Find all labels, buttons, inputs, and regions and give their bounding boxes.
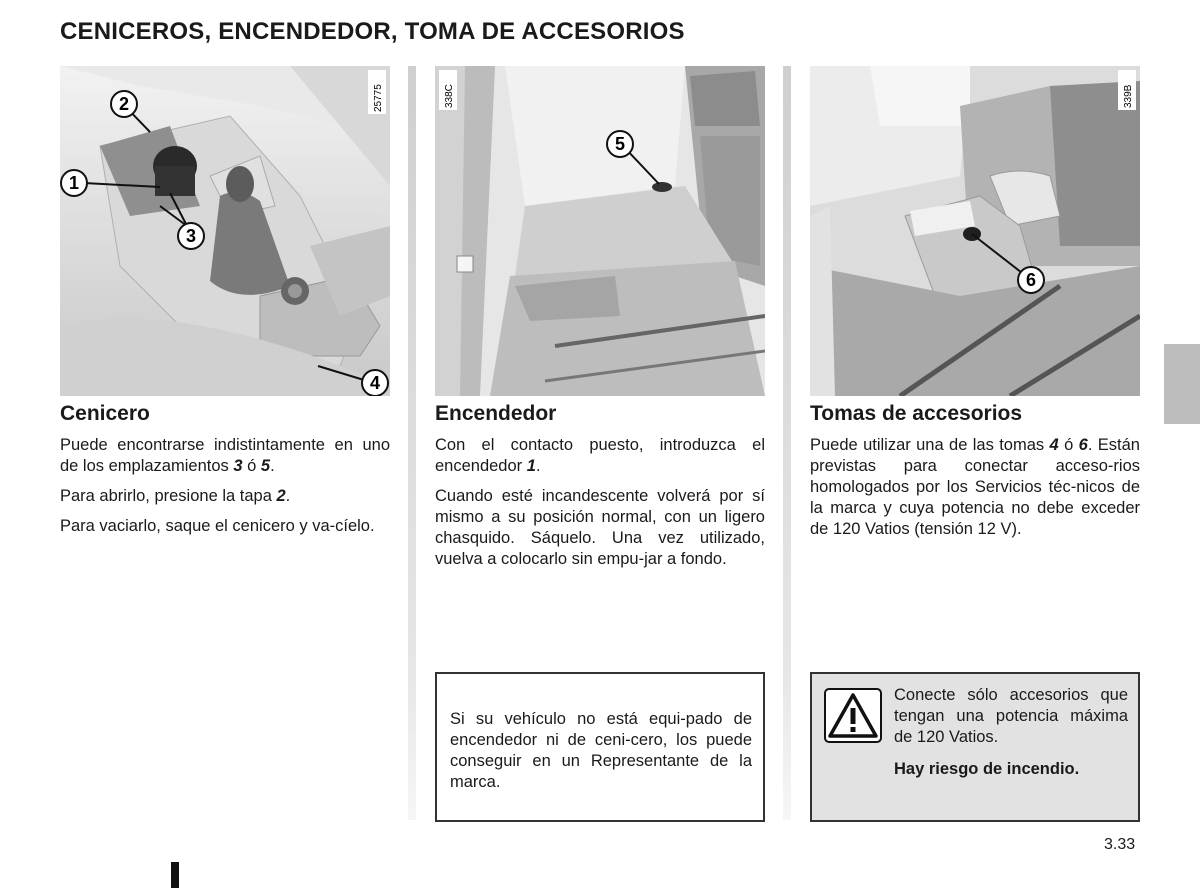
cenicero-text — [60, 435, 390, 546]
section-title-tomas: Tomas de accesorios — [810, 402, 1023, 425]
rear-socket-photo — [810, 66, 1140, 396]
callout-5 — [607, 131, 633, 157]
tomas-text — [810, 435, 1140, 549]
svg-text:6: 6 — [1025, 270, 1037, 290]
photo-code: 25775 — [373, 84, 384, 112]
encendedor-paragraph-1: Con el contacto puesto, introduzca el encendedor 1. — [435, 436, 765, 475]
ashtray-console-photo — [60, 66, 390, 396]
warning-text: Conecte sólo accesorios que tengan una potencia máxima de 120 Vatios. — [894, 686, 1128, 746]
warning-box — [810, 672, 1140, 822]
warning-emphasis: Hay riesgo de incendio. — [894, 760, 1080, 778]
boot-lighter-photo — [435, 66, 765, 396]
section-title-cenicero: Cenicero — [60, 402, 150, 425]
note-box — [435, 672, 765, 822]
binding-mark — [171, 862, 179, 888]
photo-code: 338C — [444, 84, 455, 108]
photo-code: 339B — [1123, 84, 1134, 108]
column-divider — [408, 66, 416, 820]
section-thumb-tab — [1164, 344, 1200, 424]
tomas-paragraph-1: Puede utilizar una de las tomas 4 ó 6. Están previstas para conectar acceso-rios homologados por los Servicios téc-nicos de la marca y cuya potencia no debe exceder de 120 Vatios (tensión 12 V). — [810, 436, 1140, 538]
cenicero-paragraph-3: Para vaciarlo, saque el cenicero y va-cíelo. — [60, 517, 375, 535]
callout-6 — [1018, 267, 1044, 293]
svg-text:4: 4 — [369, 373, 381, 393]
callout-4 — [362, 370, 388, 396]
warning-triangle-icon — [824, 688, 882, 743]
note-text: Si su vehículo no está equi-pado de encendedor ni de ceni-cero, los puede conseguir en un Representante de la marca. — [450, 710, 752, 791]
svg-text:2: 2 — [118, 94, 130, 114]
cenicero-paragraph-1: Puede encontrarse indistintamente en uno de los emplazamientos 3 ó 5. — [60, 436, 390, 475]
callout-3 — [178, 223, 204, 249]
callout-2 — [111, 91, 137, 117]
page-title: CENICEROS, ENCENDEDOR, TOMA DE ACCESORIOS — [60, 18, 685, 45]
section-title-encendedor: Encendedor — [435, 402, 557, 425]
svg-text:3: 3 — [185, 226, 197, 246]
encendedor-text — [435, 435, 765, 579]
page-number: 3.33 — [1104, 836, 1136, 853]
svg-text:1: 1 — [68, 173, 80, 193]
callout-1 — [61, 170, 87, 196]
svg-text:5: 5 — [614, 134, 626, 154]
cenicero-paragraph-2: Para abrirlo, presione la tapa 2. — [60, 487, 291, 505]
column-divider — [783, 66, 791, 820]
encendedor-paragraph-2: Cuando esté incandescente volverá por sí mismo a su posición normal, con un ligero chasquido. Sáquelo. Una vez utilizado, vuelva a colocarlo sin empu-jar a fondo. — [435, 487, 765, 568]
